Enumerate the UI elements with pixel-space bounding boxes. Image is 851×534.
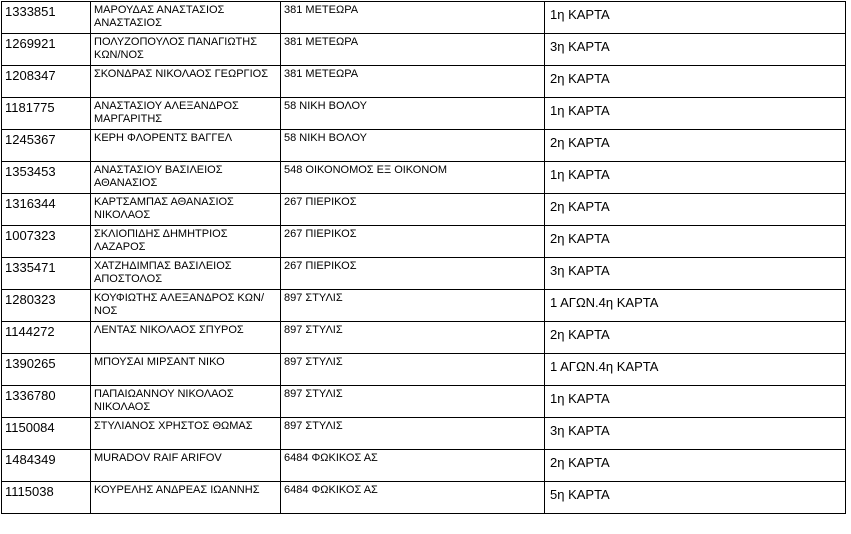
player-name-cell: MURADOV RAIF ARIFOV: [91, 450, 281, 482]
team-cell: 381 ΜΕΤΕΩΡΑ: [281, 2, 545, 34]
penalty-cell: 5η ΚΑΡΤΑ: [545, 482, 846, 514]
penalty-cell: 2η ΚΑΡΤΑ: [545, 226, 846, 258]
penalty-cell: 2η ΚΑΡΤΑ: [545, 322, 846, 354]
table-row: [2, 98, 846, 130]
player-name-cell: ΑΝΑΣΤΑΣΙΟΥ ΑΛΕΞΑΝΔΡΟΣ ΜΑΡΓΑΡΙΤΗΣ: [91, 98, 281, 130]
table-row: [2, 450, 846, 482]
player-id-cell: 1335471: [2, 258, 91, 290]
table-row: [2, 354, 846, 386]
table-row: [2, 162, 846, 194]
penalty-cell: 2η ΚΑΡΤΑ: [545, 194, 846, 226]
player-name-cell: ΣΤΥΛΙΑΝΟΣ ΧΡΗΣΤΟΣ ΘΩΜΑΣ: [91, 418, 281, 450]
table-row: [2, 66, 846, 98]
player-id-cell: 1115038: [2, 482, 91, 514]
player-name-cell: ΚΑΡΤΣΑΜΠΑΣ ΑΘΑΝΑΣΙΟΣ ΝΙΚΟΛΑΟΣ: [91, 194, 281, 226]
team-cell: 267 ΠΙΕΡΙΚΟΣ: [281, 194, 545, 226]
player-id-cell: 1336780: [2, 386, 91, 418]
player-name-cell: ΠΟΛΥΖΟΠΟΥΛΟΣ ΠΑΝΑΓΙΩΤΗΣ ΚΩΝ/ΝΟΣ: [91, 34, 281, 66]
team-cell: 58 ΝΙΚΗ ΒΟΛΟΥ: [281, 130, 545, 162]
penalty-cell: 3η ΚΑΡΤΑ: [545, 418, 846, 450]
table-row: [2, 226, 846, 258]
team-cell: 897 ΣΤΥΛΙΣ: [281, 386, 545, 418]
player-name-cell: ΜΠΟΥΣΑΙ ΜΙΡΣΑΝΤ ΝΙΚΟ: [91, 354, 281, 386]
penalties-table: [1, 1, 846, 514]
player-name-cell: ΜΑΡΟΥΔΑΣ ΑΝΑΣΤΑΣΙΟΣ ΑΝΑΣΤΑΣΙΟΣ: [91, 2, 281, 34]
team-cell: 897 ΣΤΥΛΙΣ: [281, 322, 545, 354]
player-id-cell: 1208347: [2, 66, 91, 98]
table-row: [2, 258, 846, 290]
table-row: [2, 194, 846, 226]
team-cell: 897 ΣΤΥΛΙΣ: [281, 354, 545, 386]
penalty-cell: 1η ΚΑΡΤΑ: [545, 162, 846, 194]
team-cell: 58 ΝΙΚΗ ΒΟΛΟΥ: [281, 98, 545, 130]
player-name-cell: ΚΟΥΡΕΛΗΣ ΑΝΔΡΕΑΣ ΙΩΑΝΝΗΣ: [91, 482, 281, 514]
team-cell: 897 ΣΤΥΛΙΣ: [281, 418, 545, 450]
penalty-cell: 2η ΚΑΡΤΑ: [545, 450, 846, 482]
player-id-cell: 1316344: [2, 194, 91, 226]
team-cell: 897 ΣΤΥΛΙΣ: [281, 290, 545, 322]
team-cell: 6484 ΦΩΚΙΚΟΣ ΑΣ: [281, 482, 545, 514]
player-id-cell: 1181775: [2, 98, 91, 130]
penalty-cell: 3η ΚΑΡΤΑ: [545, 258, 846, 290]
penalty-cell: 2η ΚΑΡΤΑ: [545, 66, 846, 98]
player-id-cell: 1484349: [2, 450, 91, 482]
player-name-cell: ΧΑΤΖΗΔΙΜΠΑΣ ΒΑΣΙΛΕΙΟΣ ΑΠΟΣΤΟΛΟΣ: [91, 258, 281, 290]
player-id-cell: 1353453: [2, 162, 91, 194]
player-name-cell: ΚΕΡΗ ΦΛΟΡΕΝΤΣ ΒΑΓΓΕΛ: [91, 130, 281, 162]
table-row: [2, 482, 846, 514]
table-row: [2, 322, 846, 354]
player-name-cell: ΛΕΝΤΑΣ ΝΙΚΟΛΑΟΣ ΣΠΥΡΟΣ: [91, 322, 281, 354]
player-name-cell: ΚΟΥΦΙΩΤΗΣ ΑΛΕΞΑΝΔΡΟΣ ΚΩΝ/ΝΟΣ: [91, 290, 281, 322]
penalty-cell: 1 ΑΓΩΝ.4η ΚΑΡΤΑ: [545, 290, 846, 322]
player-id-cell: 1269921: [2, 34, 91, 66]
table-row: [2, 2, 846, 34]
penalties-sheet: [1, 1, 846, 514]
penalty-cell: 1η ΚΑΡΤΑ: [545, 386, 846, 418]
table-row: [2, 290, 846, 322]
player-id-cell: 1150084: [2, 418, 91, 450]
penalty-cell: 1η ΚΑΡΤΑ: [545, 2, 846, 34]
player-name-cell: ΠΑΠΑΙΩΑΝΝΟΥ ΝΙΚΟΛΑΟΣ ΝΙΚΟΛΑΟΣ: [91, 386, 281, 418]
penalty-cell: 3η ΚΑΡΤΑ: [545, 34, 846, 66]
table-row: [2, 386, 846, 418]
player-name-cell: ΣΚΟΝΔΡΑΣ ΝΙΚΟΛΑΟΣ ΓΕΩΡΓΙΟΣ: [91, 66, 281, 98]
player-name-cell: ΣΚΛΙΟΠΙΔΗΣ ΔΗΜΗΤΡΙΟΣ ΛΑΖΑΡΟΣ: [91, 226, 281, 258]
table-row: [2, 418, 846, 450]
team-cell: 381 ΜΕΤΕΩΡΑ: [281, 66, 545, 98]
player-id-cell: 1144272: [2, 322, 91, 354]
penalty-cell: 1 ΑΓΩΝ.4η ΚΑΡΤΑ: [545, 354, 846, 386]
table-row: [2, 130, 846, 162]
player-id-cell: 1007323: [2, 226, 91, 258]
team-cell: 267 ΠΙΕΡΙΚΟΣ: [281, 258, 545, 290]
penalty-cell: 1η ΚΑΡΤΑ: [545, 98, 846, 130]
team-cell: 381 ΜΕΤΕΩΡΑ: [281, 34, 545, 66]
player-id-cell: 1390265: [2, 354, 91, 386]
player-id-cell: 1280323: [2, 290, 91, 322]
team-cell: 548 ΟΙΚΟΝΟΜΟΣ ΕΞ ΟΙΚΟΝΟΜ: [281, 162, 545, 194]
team-cell: 267 ΠΙΕΡΙΚΟΣ: [281, 226, 545, 258]
table-row: [2, 34, 846, 66]
player-id-cell: 1333851: [2, 2, 91, 34]
penalty-cell: 2η ΚΑΡΤΑ: [545, 130, 846, 162]
player-id-cell: 1245367: [2, 130, 91, 162]
player-name-cell: ΑΝΑΣΤΑΣΙΟΥ ΒΑΣΙΛΕΙΟΣ ΑΘΑΝΑΣΙΟΣ: [91, 162, 281, 194]
team-cell: 6484 ΦΩΚΙΚΟΣ ΑΣ: [281, 450, 545, 482]
